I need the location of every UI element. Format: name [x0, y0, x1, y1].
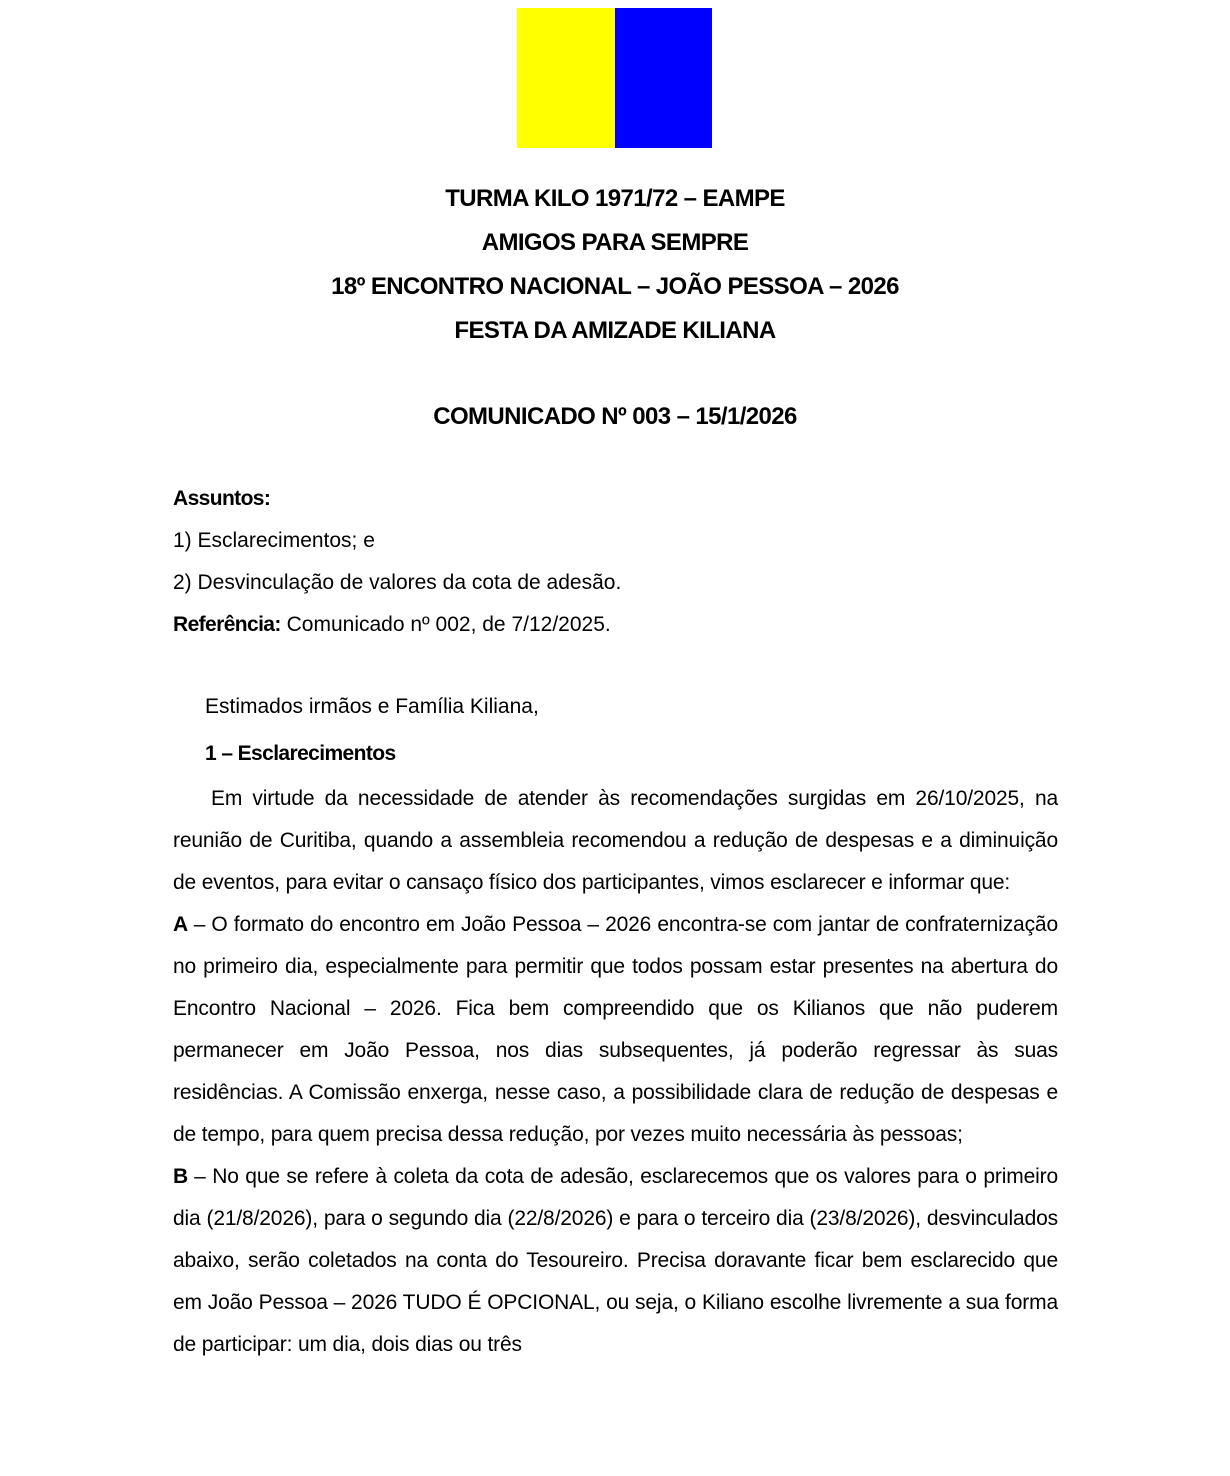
flag-yellow-stripe [517, 8, 615, 148]
item-a-text: – O formato do encontro em João Pessoa – 2026 encontra-se com jantar de confraternização no primeiro dia, especialmente para permitir que todos possam estar presentes na abertura do Encontro Nacional – 2026. Fica bem compreendido que os Kilianos que não puderem permanecer em João Pessoa, nos dias subsequentes, já poderão regressar às suas residências. A Comissão enxerga, nesse caso, a possibilidade clara de redução de despesas e de tempo, para quem precisa dessa redução, por vezes muito necessária às pessoas; [173, 913, 1058, 1146]
section-title: 1 – Esclarecimentos [205, 742, 396, 765]
reference-label: Referência: [173, 613, 281, 636]
header-line-festa: FESTA DA AMIZADE KILIANA [454, 317, 776, 344]
subject-item: 2) Desvinculação de valores da cota de adesão. [173, 571, 622, 594]
greeting: Estimados irmãos e Família Kiliana, [205, 695, 539, 718]
reference-line [173, 606, 1058, 648]
item-a-paragraph [173, 904, 1058, 1156]
document-header [0, 180, 1230, 356]
item-b-text: – No que se refere à coleta da cota de adesão, esclarecemos que os valores para o primeiro dia (21/8/2026), para o segundo dia (22/8/2026) e para o terceiro dia (23/8/2026), desvinculados abaixo, serão coletados na conta do Tesoureiro. Precisa doravante ficar bem esclarecido que em João Pessoa – 2026 TUDO É OPCIONAL, ou seja, o Kiliano escolhe livremente a sua forma de participar: um dia, dois dias ou três [173, 1165, 1058, 1356]
item-a-label: A [173, 913, 188, 936]
kilo-flag [517, 8, 712, 148]
reference-text: Comunicado nº 002, de 7/12/2025. [280, 613, 611, 636]
item-b-paragraph [173, 1156, 1058, 1366]
intro-paragraph: Em virtude da necessidade de atender às recomendações surgidas em 26/10/2025, na reunião de Curitiba, quando a assembleia recomendou a redução de despesas e a diminuição de eventos, para evitar o cansaço físico dos participantes, vimos esclarecer e informar que: [173, 787, 1058, 894]
subject-item: 1) Esclarecimentos; e [173, 529, 375, 552]
comunicado-title: COMUNICADO Nº 003 – 15/1/2026 [433, 403, 797, 430]
flag-blue-stripe [615, 8, 713, 148]
header-line-amigos: AMIGOS PARA SEMPRE [481, 229, 749, 256]
subjects-label: Assuntos: [173, 487, 271, 510]
header-line-encontro: 18º ENCONTRO NACIONAL – JOÃO PESSOA – 2026 [331, 273, 899, 300]
section-body [173, 778, 1058, 1366]
document-body [173, 480, 1058, 1366]
item-b-label: B [173, 1165, 188, 1188]
header-line-turma: TURMA KILO 1971/72 – EAMPE [445, 185, 785, 212]
